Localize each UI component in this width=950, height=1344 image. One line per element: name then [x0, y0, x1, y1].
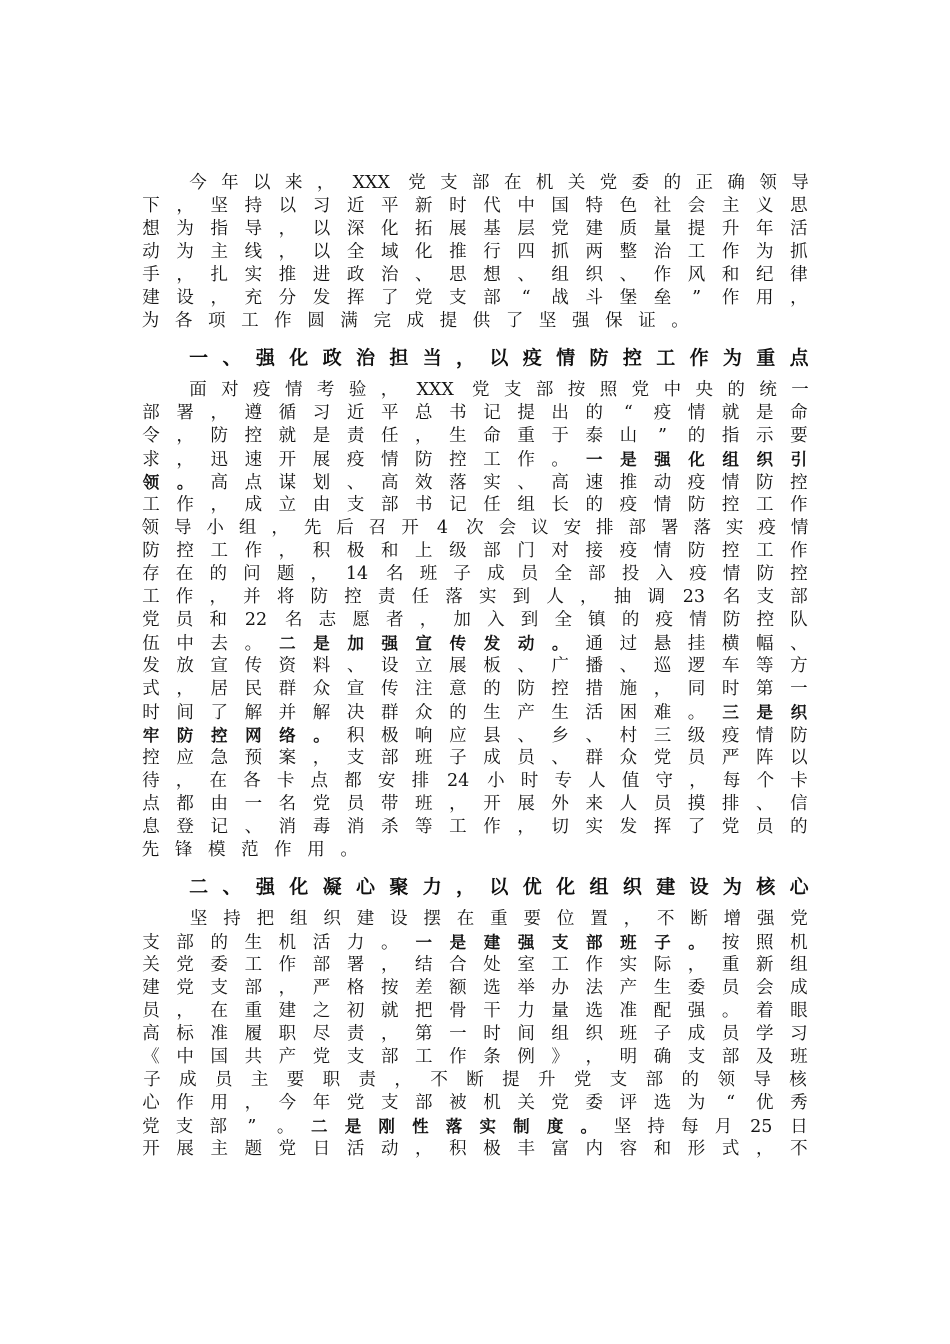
- section-heading: 二 、 强 化 凝 心 聚 力 ， 以 优 化 组 织 建 设 为 核 心: [189, 876, 809, 898]
- paragraph-line: 防 控 工 作 ， 积 极 和 上 级 部 门 对 接 疫 情 防 控 工 作: [142, 541, 808, 561]
- paragraph-line: 牢 防 控 网 络 。 积 极 响 应 县 、 乡 、 村 三 级 疫 情 防: [142, 726, 808, 746]
- paragraph-line: 求 ， 迅 速 开 展 疫 情 防 控 工 作 。 一 是 强 化 组 织 引: [142, 450, 808, 470]
- paragraph-line: 心 作 用 ， 今 年 党 支 部 被 机 关 党 委 评 选 为 “ 优 秀: [142, 1093, 808, 1113]
- paragraph-line: 今 年 以 来 ， XXX 党 支 部 在 机 关 党 委 的 正 确 领 导: [189, 173, 809, 193]
- paragraph-line: 建 党 支 部 ， 严 格 按 差 额 选 举 办 法 产 生 委 员 会 成: [142, 978, 808, 998]
- paragraph-line: 开 展 主 题 党 日 活 动 ， 积 极 丰 富 内 容 和 形 式 ， 不: [142, 1139, 808, 1159]
- paragraph-line: 《 中 国 共 产 党 支 部 工 作 条 例 》 ， 明 确 支 部 及 班: [142, 1047, 808, 1067]
- paragraph-line: 员 ， 在 重 建 之 初 就 把 骨 干 力 量 选 准 配 强 。 着 眼: [142, 1001, 808, 1021]
- section-heading: 一 、 强 化 政 治 担 当 ， 以 疫 情 防 控 工 作 为 重 点: [189, 347, 809, 369]
- paragraph-line: 领 。 高 点 谋 划 、 高 效 落 实 、 高 速 推 动 疫 情 防 控: [142, 473, 808, 493]
- paragraph-line: 工 作 ， 并 将 防 控 责 任 落 实 到 人 ， 抽 调 23 名 支 部: [142, 587, 808, 607]
- paragraph-line: 面 对 疫 情 考 验 ， XXX 党 支 部 按 照 党 中 央 的 统 一: [189, 380, 809, 400]
- paragraph-line: 高 标 准 履 职 尽 责 ， 第 一 时 间 组 织 班 子 成 员 学 习: [142, 1024, 808, 1044]
- paragraph-line: 手 ， 扎 实 推 进 政 治 、 思 想 、 组 织 、 作 风 和 纪 律: [142, 265, 808, 285]
- paragraph-line: 部 署 ， 遵 循 习 近 平 总 书 记 提 出 的 “ 疫 情 就 是 命: [142, 403, 808, 423]
- paragraph-line: 伍 中 去 。 二 是 加 强 宣 传 发 动 。 通 过 悬 挂 横 幅 、: [142, 634, 808, 654]
- paragraph-line: 支 部 的 生 机 活 力 。 一 是 建 强 支 部 班 子 。 按 照 机: [142, 933, 808, 953]
- paragraph-line: 工 作 ， 成 立 由 支 部 书 记 任 组 长 的 疫 情 防 控 工 作: [142, 495, 808, 515]
- paragraph-line: 党 支 部 ” 。 二 是 刚 性 落 实 制 度 。 坚 持 每 月 25 日: [142, 1117, 808, 1137]
- paragraph-line: 想 为 指 导 ， 以 深 化 拓 展 基 层 党 建 质 量 提 升 年 活: [142, 219, 808, 239]
- paragraph-line: 时 间 了 解 并 解 决 群 众 的 生 产 生 活 困 难 。 三 是 织: [142, 703, 808, 723]
- paragraph-line: 动 为 主 线 ， 以 全 域 化 推 行 四 抓 两 整 治 工 作 为 抓: [142, 242, 808, 262]
- paragraph-line: 先 锋 模 范 作 用 。: [141, 840, 358, 860]
- paragraph-line: 式 ， 居 民 群 众 宣 传 注 意 的 防 控 措 施 ， 同 时 第 一: [142, 679, 808, 699]
- paragraph-line: 建 设 ， 充 分 发 挥 了 党 支 部 “ 战 斗 堡 垒 ” 作 用 ，: [142, 288, 808, 308]
- paragraph-line: 息 登 记 、 消 毒 消 杀 等 工 作 ， 切 实 发 挥 了 党 员 的: [142, 817, 808, 837]
- paragraph-line: 令 ， 防 控 就 是 责 任 ， 生 命 重 于 泰 山 ” 的 指 示 要: [142, 426, 808, 446]
- paragraph-line: 待 ， 在 各 卡 点 都 安 排 24 小 时 专 人 值 守 ， 每 个 卡: [142, 771, 808, 791]
- paragraph-line: 下 ， 坚 持 以 习 近 平 新 时 代 中 国 特 色 社 会 主 义 思: [142, 196, 808, 216]
- paragraph-line: 控 应 急 预 案 ， 支 部 班 子 成 员 、 群 众 党 员 严 阵 以: [142, 748, 808, 768]
- paragraph-line: 关 党 委 工 作 部 署 ， 结 合 处 室 工 作 实 际 ， 重 新 组: [142, 955, 808, 975]
- paragraph-line: 坚 持 把 组 织 建 设 摆 在 重 要 位 置 ， 不 断 增 强 党: [189, 909, 808, 929]
- paragraph-line: 点 都 由 一 名 党 员 带 班 ， 开 展 外 来 人 员 摸 排 、 信: [142, 794, 808, 814]
- paragraph-line: 子 成 员 主 要 职 责 ， 不 断 提 升 党 支 部 的 领 导 核: [143, 1070, 807, 1090]
- paragraph-line: 党 员 和 22 名 志 愿 者 ， 加 入 到 全 镇 的 疫 情 防 控 队: [142, 610, 808, 630]
- paragraph-line: 存 在 的 问 题 ， 14 名 班 子 成 员 全 部 投 入 疫 情 防 控: [142, 564, 808, 584]
- paragraph-line: 发 放 宣 传 资 料 、 设 立 展 板 、 广 播 、 巡 逻 车 等 方: [142, 656, 808, 676]
- paragraph-line: 为 各 项 工 作 圆 满 完 成 提 供 了 坚 强 保 证 。: [141, 311, 689, 331]
- paragraph-line: 领 导 小 组 ， 先 后 召 开 4 次 会 议 安 排 部 署 落 实 疫 情: [141, 518, 809, 538]
